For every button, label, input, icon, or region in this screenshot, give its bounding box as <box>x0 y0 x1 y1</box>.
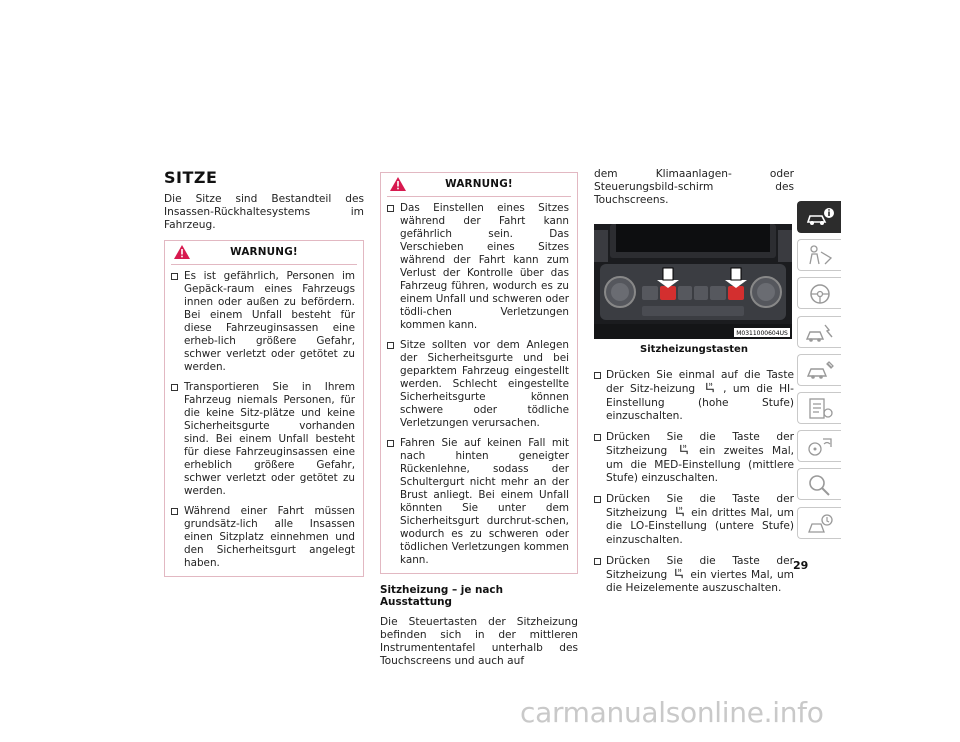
checkbox-bullet-icon <box>387 342 394 349</box>
intro-paragraph: Die Sitze sind Bestandteil des Insassen-Rückhaltesystems im Fahrzeug. <box>164 193 364 232</box>
warning-item: Das Einstellen eines Sitzes während der Fahrt kann gefährlich sein. Das Verschieben eines Sitzes während der Fahrt kann zum Verlust der Kontrolle über das Fahrzeug führen, wodurch es zu einem Unfall und schweren oder tödli-chen Verletzungen kommen kann. <box>387 202 569 332</box>
section-title: SITZE <box>164 168 218 187</box>
specifications-icon <box>805 397 835 421</box>
image-code: M0311000604US <box>736 330 788 338</box>
warning-item: Während einer Fahrt müssen grundsätz-lich alle Insassen einen Sitzplatz einnehmen und den Sicherheitsgurt angelegt haben. <box>171 505 355 570</box>
checkbox-bullet-icon <box>387 205 394 212</box>
steering-wheel-icon <box>805 282 835 306</box>
column-left <box>164 168 364 577</box>
multimedia-icon <box>805 435 835 459</box>
warning-item: Sitze sollten vor dem Anlegen der Sicherheitsgurte und bei geparktem Fahrzeug eingestellt werden. Schlecht eingestellte Sicherheitsgurte können schwere oder tödliche Verletzungen verursachen. <box>387 339 569 430</box>
watermark: carmanualsonline.info <box>520 696 824 729</box>
warning-item: Transportieren Sie in Ihrem Fahrzeug niemals Personen, für die keine Sitz-plätze und keine Sicherheitsgurte vorhanden sind. Bei einem Unfall besteht für diese Fahrzeuginsassen eine erheblich größere Gefahr, schwer verletzt oder getötet zu werden. <box>171 381 355 498</box>
tab-car-service[interactable] <box>797 354 841 386</box>
checkbox-bullet-icon <box>594 496 601 503</box>
warning-header <box>387 173 571 197</box>
instruction-item: Drücken Sie die Taste der Sitzheizung ein drittes Mal, um die LO-Einstellung (untere Stufe) einzuschalten. <box>594 493 794 547</box>
seat-heater-icon <box>704 382 715 393</box>
photo-caption: Sitzheizungstasten <box>640 344 748 356</box>
seat-heater-icon <box>678 444 689 455</box>
subsection-title: Sitzheizung – je nach Ausstattung <box>380 584 503 608</box>
dashboard-illustration <box>594 224 792 339</box>
car-collision-icon <box>805 321 835 345</box>
instruction-item: Drücken Sie die Taste der Sitzheizung ein zweites Mal, um die MED-Einstellung (mittlere Stufe) einzuschalten. <box>594 431 794 485</box>
index-icon <box>805 512 835 536</box>
car-service-icon <box>805 359 835 383</box>
checkbox-bullet-icon <box>594 434 601 441</box>
seat-heater-icon <box>674 506 685 517</box>
warning-header <box>171 241 357 265</box>
column-right <box>594 168 794 603</box>
continuation-paragraph: dem Klimaanlagen- oder Steuerungsbild-schirm des Touchscreens. <box>594 168 794 207</box>
warning-box-1 <box>164 240 364 577</box>
warning-item: Es ist gefährlich, Personen im Gepäck-raum eines Fahrzeugs innen oder außen zu befördern. Bei einem Unfall besteht für diese Fahrzeuginsassen eine erheb-lich größere Gefahr, schwer verletzt oder getötet zu werden. <box>171 270 355 374</box>
checkbox-bullet-icon <box>387 440 394 447</box>
checkbox-bullet-icon <box>594 558 601 565</box>
checkbox-bullet-icon <box>171 508 178 515</box>
tab-car-collision[interactable] <box>797 316 841 348</box>
warning-title: WARNUNG! <box>230 246 298 259</box>
tab-search[interactable] <box>797 468 841 500</box>
chapter-tabs <box>797 201 843 545</box>
tab-specifications[interactable] <box>797 392 841 424</box>
tab-seatbelt-airbag[interactable] <box>797 239 841 271</box>
seat-heater-paragraph: Die Steuertasten der Sitzheizung befinden sich in der mittleren Instrumententafel unterhalb des Touchscreens und auch auf <box>380 616 578 668</box>
instruction-list <box>594 369 794 595</box>
checkbox-bullet-icon <box>171 273 178 280</box>
seat-heater-icon <box>673 568 684 579</box>
warning-item: Fahren Sie auf keinen Fall mit nach hinten geneigter Rückenlehne, sodass der Schultergurt nicht mehr an der Brust anliegt. Bei einem Unfall könnten Sie unter dem Sicherheitsgurt durchrut-schen, wodurch es zu schweren oder tödlichen Verletzungen kommen kann. <box>387 437 569 567</box>
car-info-icon <box>805 206 835 230</box>
tab-multimedia[interactable] <box>797 430 841 462</box>
warning-box-2 <box>380 172 578 574</box>
tab-index[interactable] <box>797 507 841 539</box>
tab-car-info[interactable] <box>797 201 841 233</box>
warning-list <box>381 197 577 567</box>
seat-heater-buttons-photo <box>594 224 792 339</box>
warning-title: WARNUNG! <box>445 178 513 190</box>
page-number: 29 <box>793 559 809 572</box>
instruction-item: Drücken Sie einmal auf die Taste der Sitz-heizung , um die HI-Einstellung (hohe Stufe) einzuschalten. <box>594 369 794 423</box>
seatbelt-airbag-icon <box>805 244 835 268</box>
checkbox-bullet-icon <box>171 384 178 391</box>
search-icon <box>805 473 835 497</box>
checkbox-bullet-icon <box>594 372 601 379</box>
column-middle <box>380 168 578 668</box>
warning-list <box>165 265 363 570</box>
instruction-item: Drücken Sie die Taste der Sitzheizung ein viertes Mal, um die Heizelemente auszuschalten. <box>594 555 794 596</box>
tab-steering-wheel[interactable] <box>797 277 841 309</box>
